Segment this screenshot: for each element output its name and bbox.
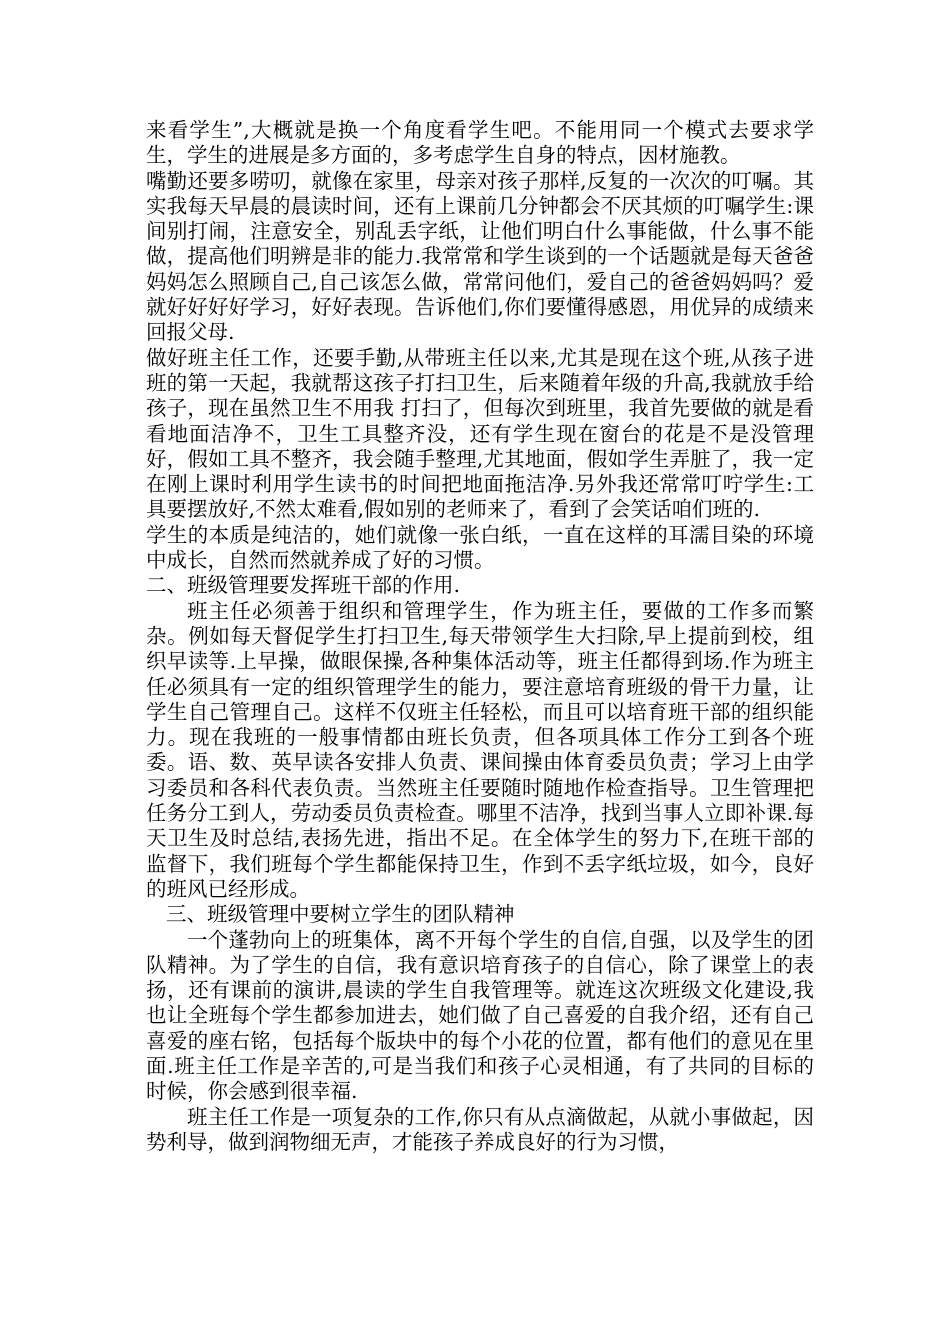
document-page — [146, 118, 814, 1155]
section-heading-3: 三、班级管理中要树立学生的团队精神 — [166, 902, 515, 927]
paragraph-3: 做好班主任工作，还要手勤,从带班主任以来,尤其是现在这个班,从孩子进班的第一天起，我就帮这孩子打扫卫生，后来随着年级的升高,我就放手给孩子，现在虽然卫生不用我 打扫了，但每次到班里，我首先要做的就是看看地面洁净不，卫生工具整齐没，还有学生现在窗台的花是不是没管理好，假如工具不整齐，我会随手整理,尤其地面，假如学生弄脏了，我一定在刚上课时利用学生读书的时间把地面拖洁净.另外我还常常叮咛学生:工具要摆放好,不然太难看,假如别的老师来了，看到了会笑话咱们班的. — [146, 345, 814, 522]
paragraph-7: 班主任工作是一项复杂的工作,你只有从点滴做起，从就小事做起，因势利导，做到润物细无声，才能孩子养成良好的行为习惯， — [146, 1104, 814, 1154]
paragraph-6: 一个蓬勃向上的班集体，离不开每个学生的自信,自强，以及学生的团队精神。为了学生的自信，我有意识培育孩子的自信心，除了课堂上的表扬，还有课前的演讲,晨读的学生自我管理等。就连这次班级文化建设,我也让全班每个学生都参加进去，她们做了自己喜爱的自我介绍，还有自己喜爱的座右铭，包括每个版块中的每个小花的位置，都有他们的意见在里面.班主任工作是辛苦的,可是当我们和孩子心灵相通，有了共同的目标的时候，你会感到很幸福. — [146, 927, 814, 1104]
paragraph-1: 来看学生”,大概就是换一个角度看学生吧。不能用同一个模式去要求学生，学生的进展是多方面的，多考虑学生自身的特点，因材施教。 — [146, 118, 814, 168]
paragraph-2: 嘴勤还要多唠叨，就像在家里，母亲对孩子那样,反复的一次次的叮嘱。其实我每天早晨的晨读时间，还有上课前几分钟都会不厌其烦的叮嘱学生:课间别打闹，注意安全，别乱丢字纸，让他们明白什么事能做，什么事不能做，提高他们明辨是非的能力.我常常和学生谈到的一个话题就是每天爸爸妈妈怎么照顾自己,自己该怎么做，常常问他们，爱自己的爸爸妈妈吗？爱就好好好好学习，好好表现。告诉他们,你们要懂得感恩，用优异的成绩来回报父母. — [146, 168, 814, 345]
section-heading-2: 二、班级管理要发挥班干部的作用. — [146, 573, 461, 598]
paragraph-4: 学生的本质是纯洁的，她们就像一张白纸，一直在这样的耳濡目染的环境中成长，自然而然就养成了好的习惯。 — [146, 522, 814, 573]
paragraph-5: 班主任必须善于组织和管理学生，作为班主任，要做的工作多而繁杂。例如每天督促学生打扫卫生,每天带领学生大扫除,早上提前到校，组织早读等.上早操，做眼保操,各种集体活动等，班主任都得到场.作为班主任必须具有一定的组织管理学生的能力，要注意培育班级的骨干力量，让学生自己管理自己。这样不仅班主任轻松，而且可以培育班干部的组织能力。现在我班的一般事情都由班长负责，但各项具体工作分工到各个班委。语、数、英早读各安排人负责、课间操由体育委员负责；学习上由学习委员和各科代表负责。当然班主任要随时随地作检查指导。卫生管理把任务分工到人，劳动委员负责检查。哪里不洁净，找到当事人立即补课.每天卫生及时总结,表扬先进，指出不足。在全体学生的努力下,在班干部的监督下，我们班每个学生都能保持卫生，作到不丢字纸垃圾，如今，良好的班风已经形成。 — [146, 598, 814, 901]
